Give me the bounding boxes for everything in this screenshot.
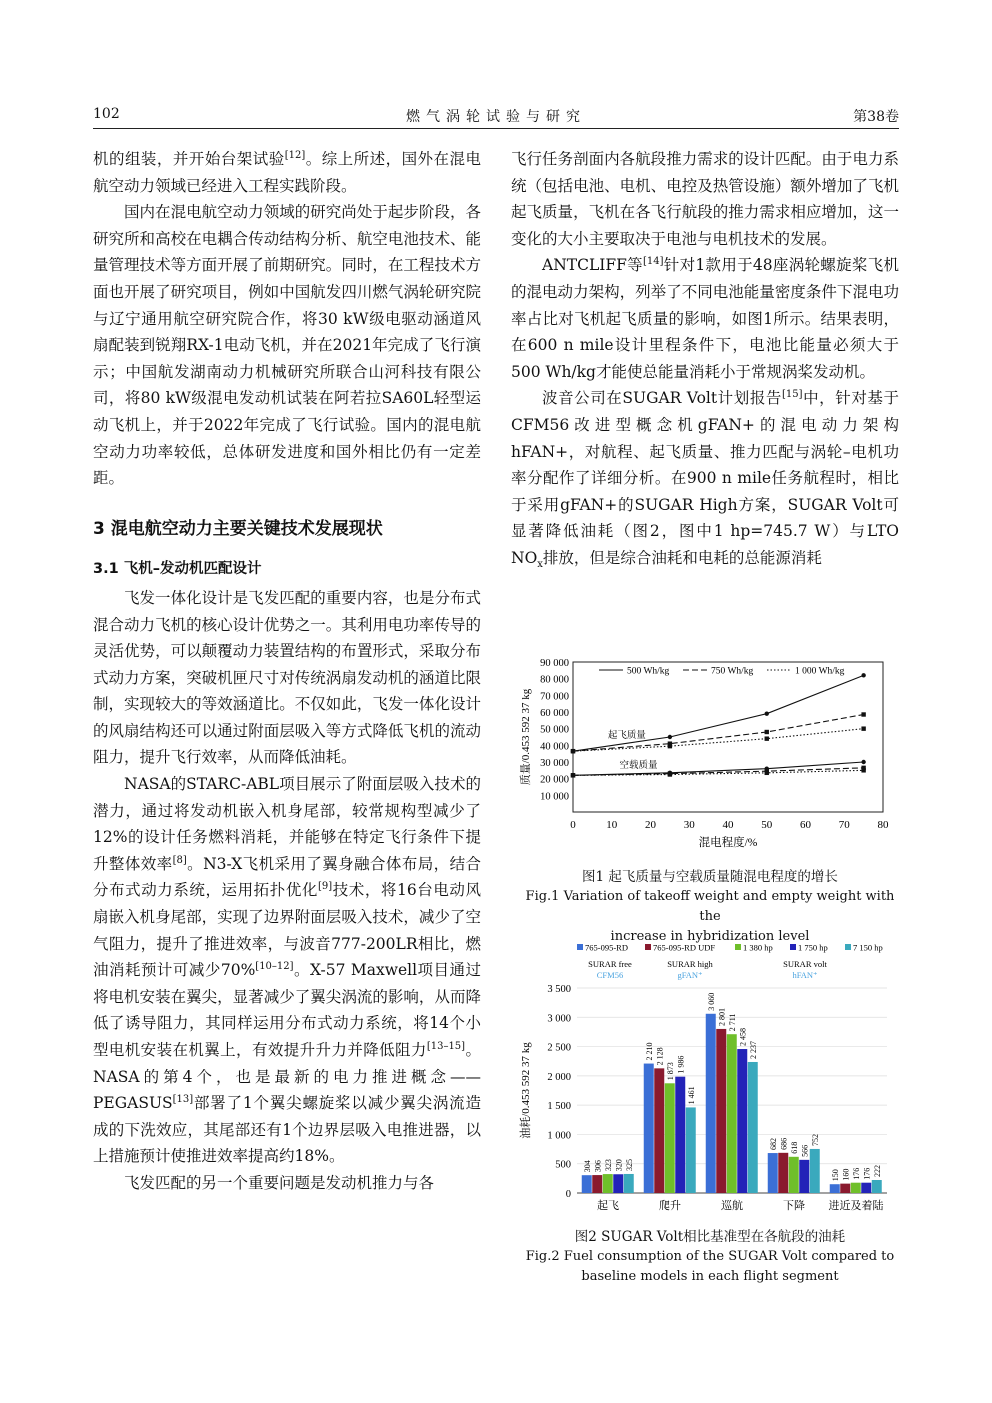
- data-label: 325: [625, 1158, 634, 1171]
- data-label: 1 873: [666, 1062, 675, 1081]
- section-heading: 3 混电航空动力主要关键技术发展现状: [93, 518, 383, 539]
- series-line: [573, 762, 864, 775]
- x-tick-label: 80: [877, 819, 889, 831]
- data-label: 2 210: [645, 1042, 654, 1061]
- y-tick-label: 0: [565, 1189, 571, 1200]
- y-tick-label: 60 000: [540, 708, 569, 719]
- x-tick-label: 0: [570, 819, 576, 831]
- bar: [665, 1083, 675, 1193]
- data-point: [571, 749, 575, 753]
- y-tick-label: 20 000: [540, 774, 569, 786]
- data-label: 320: [614, 1159, 624, 1172]
- data-point: [765, 730, 769, 734]
- line-chart: [515, 652, 905, 857]
- bar: [778, 1153, 788, 1193]
- data-label: 222: [873, 1164, 882, 1177]
- legend-label: 765-095-RD UDF: [653, 942, 716, 953]
- data-label: 150: [831, 1169, 840, 1182]
- data-label: 2 801: [717, 1007, 727, 1026]
- legend-label: 500 Wh/kg: [627, 666, 670, 677]
- data-point: [765, 711, 769, 715]
- y-axis-label: 质量/0.453 592 37 kg: [520, 688, 532, 786]
- paragraph: 机的组装，并开始台架试验[12]。综上所述，国外在混电航空动力领域已经进入工程实践阶段。: [93, 149, 481, 195]
- legend-swatch: [577, 944, 583, 950]
- paragraph: 国内在混电航空动力领域的研究尚处于起步阶段，各研究所和高校在电耦合传动结构分析、航空电池技术、能量管理技术等方面开展了前期研究。同时，在工程技术方面也开展了研究项目，例如中国航发四川燃气涡轮研究院与辽宁通用航空研究院合作，将30 kW级电驱动涵道风扇配装到锐翔RX-1电动飞机，并在2021年完成了飞行演示；中国航发湖南动力机械研究所联合山河科技有限公司，将80 kW级混电发动机试装在阿若拉SA60L轻型运动飞机上，并于2022年完成了飞行试验。国内的混电航空动力功率较低，总体研发进度和国外相比仍有一定差距。: [93, 203, 481, 488]
- data-label: 160: [841, 1168, 851, 1181]
- y-tick-label: 80 000: [540, 674, 569, 686]
- bar: [840, 1184, 850, 1193]
- bar: [768, 1153, 778, 1193]
- data-point: [861, 768, 865, 772]
- figure-1-caption-en: Fig.1 Variation of takeoff weight and empty weight with the: [525, 889, 895, 924]
- data-point: [861, 760, 865, 764]
- bar: [737, 1049, 747, 1193]
- y-tick-label: 2 500: [547, 1042, 571, 1054]
- bar: [582, 1175, 592, 1193]
- x-axis-label: 混电程度/%: [698, 837, 758, 849]
- y-tick-label: 500: [555, 1159, 571, 1171]
- paragraph: 飞发匹配的另一个重要问题是发动机推力与各: [124, 1173, 435, 1192]
- legend-label: 1 750 hp: [798, 942, 828, 953]
- legend-swatch: [735, 944, 741, 950]
- x-tick-label: 30: [683, 819, 695, 831]
- bar: [799, 1160, 809, 1193]
- data-label: 618: [790, 1141, 799, 1154]
- y-tick-label: 1 000: [547, 1130, 571, 1142]
- data-label: 1 986: [676, 1055, 686, 1074]
- figure-1-caption-en-2: increase in hybridization level: [610, 929, 810, 944]
- group-label: SURAR high: [667, 959, 713, 969]
- bar: [851, 1183, 861, 1193]
- right-column: [511, 146, 899, 572]
- bar: [654, 1068, 664, 1193]
- data-label: 176: [852, 1167, 861, 1180]
- paragraph: 飞行任务剖面内各航段推力需求的设计匹配。由于电力系统（包括电池、电机、电控及热管设施）额外增加了飞机起飞质量，飞机在各飞行航段的推力需求相应增加，这一变化的大小主要取决于电池与电机技术的发展。: [511, 150, 899, 248]
- data-point: [765, 736, 769, 740]
- legend-swatch: [645, 944, 651, 950]
- legend-label: 1 380 hp: [743, 942, 773, 953]
- y-tick-label: 10 000: [540, 791, 569, 803]
- paragraph: 波音公司在SUGAR Volt计划报告[15]中，针对基于CFM56改进型概念机gFAN+的混电动力架构hFAN+，对航程、起飞质量、推力匹配与涡轮–电机功率分配作了详细分析。在900 n mile任务航程时，相比于采用gFAN+的SUGAR High方案，SUGAR Volt可显著降低油耗（图2，图中1 hp=745.7 W）与LTO $NO_x$排放，但是综合油耗和电耗的总能源消耗: [511, 389, 899, 570]
- data-label: 2 128: [655, 1047, 665, 1066]
- data-label: 686: [779, 1137, 789, 1150]
- y-tick-label: 70 000: [540, 691, 569, 703]
- data-label: 176: [862, 1167, 872, 1180]
- bar: [716, 1029, 726, 1193]
- figure-2: [515, 938, 905, 1293]
- y-tick-label: 3 000: [547, 1013, 571, 1025]
- data-label: 566: [800, 1144, 810, 1157]
- data-point: [668, 772, 672, 776]
- x-tick-label: 巡航: [721, 1200, 743, 1212]
- group-label: SURAR volt: [783, 959, 827, 969]
- y-axis-label: 油耗/0.453 592 37 kg: [520, 1042, 532, 1139]
- paragraph: NASA的STARC-ABL项目展示了附面层吸入技术的潜力，通过将发动机嵌入机身尾部，较常规构型减少了12%的设计任务燃料消耗，并能够在特定飞行条件下提升整体效率[8]。N3-X飞机采用了翼身融合体布局，结合分布式动力系统，运用拓扑优化[9]技术，将16台电动风扇嵌入机身尾部，实现了边界附面层吸入技术，减少了空气阻力，提升了推进效率，与波音777-200LR相比，燃油消耗预计可减少70%[10–12]。X-57 Maxwell项目通过将电机安装在翼尖，显著减少了翼尖涡流的影响，从而降低了诱导阻力，其同样运用分布式动力系统，将14个小型电机安装在机翼上，有效提升升力并降低阻力[13–15]。NASA的第4个，也是最新的电力推进概念——PEGASUS[13]部署了1个翼尖螺旋桨以减少翼尖涡流造成的下洗效应，其尾部还有1个边界层吸入电推进器，以上措施预计使推进效率提高约18%。: [93, 775, 482, 1166]
- bar: [830, 1184, 840, 1193]
- legend-label: 7 150 hp: [853, 942, 883, 953]
- figure-2-caption: 图2 SUGAR Volt相比基准型在各航段的油耗: [574, 1229, 846, 1245]
- x-tick-label: 爬升: [659, 1200, 681, 1212]
- bar: [613, 1174, 623, 1193]
- data-point: [571, 773, 575, 777]
- legend-label: 765-095-RD: [585, 942, 628, 953]
- data-point: [861, 673, 865, 677]
- bar: [706, 1014, 716, 1193]
- group-sublabel: CFM56: [596, 970, 624, 980]
- y-tick-label: 90 000: [540, 658, 569, 669]
- x-tick-label: 70: [838, 819, 850, 831]
- data-label: 306: [593, 1160, 603, 1173]
- y-tick-label: 30 000: [540, 758, 569, 769]
- y-tick-label: 3 500: [547, 984, 571, 995]
- figure-2-caption-en: Fig.2 Fuel consumption of the SUGAR Volt compared to: [525, 1249, 895, 1264]
- page-number: 102: [93, 106, 120, 122]
- x-tick-label: 下降: [783, 1200, 805, 1212]
- x-tick-label: 60: [800, 819, 811, 831]
- legend-label: 750 Wh/kg: [711, 666, 754, 677]
- x-tick-label: 起飞: [597, 1200, 619, 1212]
- bar: [861, 1183, 871, 1193]
- data-point: [765, 771, 769, 775]
- volume-label: 第38卷: [853, 109, 899, 125]
- data-point: [861, 726, 865, 730]
- annotation-empty: 空载质量: [619, 760, 658, 771]
- data-label: 682: [769, 1138, 778, 1151]
- bar: [675, 1077, 685, 1193]
- y-tick-label: 50 000: [540, 724, 569, 736]
- data-label: 752: [811, 1133, 820, 1146]
- y-tick-label: 40 000: [540, 741, 569, 753]
- bar: [603, 1174, 613, 1193]
- data-point: [861, 712, 865, 716]
- figure-1-caption: 图1 起飞质量与空载质量随混电程度的增长: [582, 869, 838, 885]
- x-tick-label: 10: [606, 819, 618, 831]
- bar: [789, 1157, 799, 1193]
- x-tick-label: 40: [722, 819, 734, 831]
- subsection-heading: 3.1 飞机–发动机匹配设计: [93, 561, 262, 578]
- x-tick-label: 50: [761, 819, 773, 831]
- figure-1: [515, 652, 905, 944]
- legend-label: 1 000 Wh/kg: [795, 666, 845, 677]
- x-tick-label: 进近及着陆: [828, 1200, 884, 1212]
- data-label: 2 458: [738, 1028, 748, 1047]
- data-label: 304: [583, 1160, 592, 1173]
- group-sublabel: hFAN⁺: [792, 970, 818, 980]
- bar: [748, 1062, 758, 1193]
- x-tick-label: 20: [645, 819, 656, 831]
- data-point: [668, 735, 672, 739]
- bar: [624, 1174, 634, 1193]
- bar: [810, 1149, 820, 1193]
- legend-swatch: [845, 944, 851, 950]
- y-tick-label: 2 000: [547, 1071, 571, 1083]
- figure-2-caption-en-2: baseline models in each flight segment: [581, 1269, 839, 1284]
- data-point: [668, 744, 672, 748]
- left-column: [93, 146, 481, 1197]
- page-header: [93, 104, 899, 129]
- bar-chart: [515, 938, 905, 1223]
- data-label: 323: [604, 1159, 613, 1172]
- bar: [644, 1064, 654, 1193]
- data-label: 2 237: [749, 1040, 758, 1059]
- y-tick-label: 1 500: [547, 1101, 571, 1113]
- paragraph: 飞发一体化设计是飞发匹配的重要内容，也是分布式混合动力飞机的核心设计优势之一。其利用电功率传导的灵活优势，可以颠覆动力装置结构的布置形式，采取分布式动力方案，突破机匣尺寸对传统涡扇发动机的涵道比限制，实现较大的等效涵道比。不仅如此，飞发一体化设计的风扇结构还可以通过附面层吸入等方式降低飞机的流动阻力，提升飞行效率，从而降低油耗。: [93, 588, 481, 767]
- paragraph: ANTCLIFF等[14]针对1款用于48座涡轮螺旋桨飞机的混电动力架构，列举了不同电池能量密度条件下混电功率占比对飞机起飞质量的影响，如图1所示。结果表明，在600 n mile设计里程条件下，电池比能量必须大于500 Wh/kg才能使总能量消耗小于常规涡桨发动机。: [511, 256, 899, 381]
- legend-swatch: [790, 944, 796, 950]
- group-label: SURAR free: [588, 959, 632, 969]
- bar: [872, 1180, 882, 1193]
- bar: [592, 1175, 602, 1193]
- bar: [727, 1034, 737, 1193]
- data-label: 1 461: [687, 1086, 696, 1105]
- bar: [686, 1107, 696, 1193]
- journal-title: 燃气涡轮试验与研究: [406, 109, 586, 125]
- group-sublabel: gFAN⁺: [677, 970, 703, 980]
- data-label: 2 711: [728, 1013, 737, 1032]
- annotation-takeoff: 起飞质量: [607, 730, 646, 741]
- data-label: 3 060: [707, 992, 716, 1011]
